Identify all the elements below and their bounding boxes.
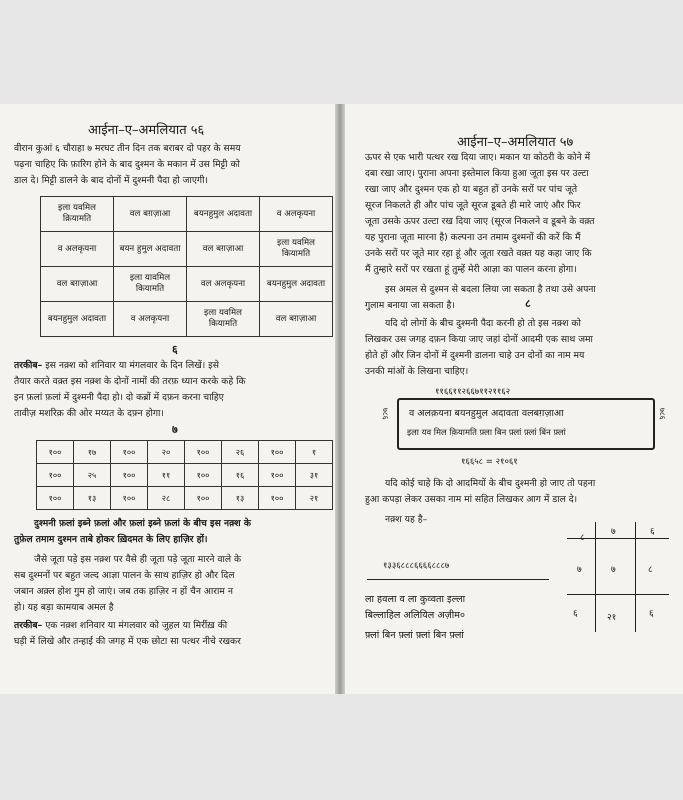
section-number: ६ [172,343,178,356]
table-cell: वल अलकृयना [187,267,260,302]
grid-number: ६ [650,527,655,537]
side-number: ७८६ [381,408,390,420]
naqsh-box [397,398,655,450]
table-cell: १०० [111,464,148,487]
naqsh-line: इला यव मिल क़ियामति फ़्ला बिन फ़्लां फ़्लां बिंन फ़्लां [407,427,566,437]
grid-line [567,594,669,595]
tarkib-label: तरकीब– [14,620,43,631]
table-cell: १०० [111,441,148,464]
para-line: सूरज निकलते ही और पांच जूते सूरज डूबते ही मारे जाएं और फिर [365,200,581,211]
table-cell: ३१ [296,464,333,487]
book-gutter [335,104,345,694]
table-cell: बयन हुमुल अदावता [114,232,187,267]
table-cell: १०० [185,464,222,487]
section-number: ८ [525,297,531,310]
tarkib-text: एक नक़्श शनिवार या मंगलवार को जुहल या मिरींख़ की [42,620,228,631]
table-cell: २६ [222,441,259,464]
table-cell: २८ [148,487,185,510]
grid-line [635,522,636,632]
para-line: यदि दो लोगों के बीच दुश्मनी पैदा करनी हो तो इस नक़्श को [385,318,581,329]
table-cell: १०० [37,487,74,510]
para-line: जबान अक़्ल होश गुम हो जाएं। जब तक हाज़िर न हों चैन आराम न [14,586,233,597]
table-cell: १०० [37,464,74,487]
grid-number: ८ [580,533,585,543]
table-cell: इला यवमिल कियामति [187,302,260,337]
table-cell: २१ [296,487,333,510]
number-equation: १६६५८ = २१०६१ [461,457,518,467]
page-title: आईना–ए–अमलियात ५७ [457,135,574,150]
table-cell: १३ [222,487,259,510]
intro-line: डाल दे। मिट्टी डालने के बाद दोनों में दुश्मनी पैदा हो जाएगी। [14,175,208,186]
number-sequence: ११६६११२६६७११२११६२ [435,387,511,397]
table-cell: १०० [111,487,148,510]
number-sequence: १३३६८८८६६६६८८८७ [383,561,450,571]
arabic-line: फ़्लां बिन फ़्लां फ़्लां बिन फ़्लां [365,630,464,641]
page-title: आईना–ए–अमलियात ५६ [88,123,205,138]
table-cell: १६ [222,464,259,487]
naqsh-table-4x4 [40,196,333,337]
tarkib-line: इन फ़लां फ़लां में दुश्मनी पैदा हो। दो कब्रों में दफ़न करना चाहिए [14,392,224,403]
table-cell: १७ [74,441,111,464]
grid-line [595,522,596,632]
para-line: गुलाम बनाया जा सकता है। [365,300,455,311]
table-cell: बयनहुमुल अदावता [260,267,333,302]
para-line: रखा जाए और दुश्मन एक हो या बहुत हों उनके सरों पर पांच जूते [365,184,578,195]
table-cell: वल बग़ज़ाआ [260,302,333,337]
para-line: जैसे जूता पड़े इस नक़्श पर वैसे ही जूता पड़े जूता मारने वाले के [34,554,242,565]
para-line: जूता उसके ऊपर उल्टा रख दिया जाए (सूरज निकलने व डूबने के वक़्त [365,216,595,227]
para-line: सब दुश्मनों पर बहुत जल्द आज्ञा पालन के साथ हाज़िर हो और दिल [14,570,235,581]
table-cell: १०० [259,441,296,464]
intro-line: पढ़ना चाहिए कि फ़ारिग होने के बाद दुश्मन के मकान में उस मिट्टी को [14,159,240,170]
right-page [345,104,683,694]
arabic-line: ला हवला व ला कुव्वता इल्ला [365,594,466,605]
table-cell: १०० [259,487,296,510]
grid-number: ६ [649,609,654,619]
table-cell: व अलकृयना [41,232,114,267]
table-cell: १३ [74,487,111,510]
grid-number: ६ [573,609,578,619]
para-line: उनके सरों पर जूते मार रहा हूं और जूता रखते वक़्त यह कहा जाए कि [365,248,592,259]
bold-line: दुश्मनी फ़लां इब्ने फ़लां और फ़लां इब्ने फ़लां के बीच इस नक़्श के [34,518,251,529]
tarkib-text: इस नक़्श को शनिवार या मंगलवार के दिन लिखें। इसे [42,360,219,371]
para-line: ऊपर से एक भारी पत्थर रख दिया जाए। मकान या कोठरी के कोने में [365,152,591,163]
table-cell: ११ [148,464,185,487]
para-line: होते हों और जिन दोनों में दुश्मनी डालना चाहे उन दोनों का नाम मय [365,350,585,361]
table-cell: १०० [37,441,74,464]
para-line: उनकी मांओं के लिखना चाहिए। [365,366,469,377]
para-line: दबा रखा जाए। पुराना अपना इस्तेमाल किया हुआ जूता इस पर उल्टा [365,168,589,179]
table-cell: १०० [259,464,296,487]
table-cell: इला यवमिल क़ियामति [41,197,114,232]
grid-number: ८ [648,565,653,575]
para-line: लिखकर उस जगह दफ़न किया जाए जहां दोनों आदमी एक साथ जमा [365,334,593,345]
table-cell: १०० [185,487,222,510]
table-cell: बयनहुमुल अदावता [41,302,114,337]
side-number: ७८६ [658,408,667,420]
table-cell: २५ [74,464,111,487]
bold-line: तुफ़ेल तमाम दुश्मन ताबे होकर ख़िदमत के लिए हाज़िर हों। [14,534,208,545]
table-cell: व अलकृयना [114,302,187,337]
tarkib-label: तरकीब– [14,360,43,371]
para-line: इस अमल से दुश्मन से बदला लिया जा सकता है तथा उसे अपना [385,284,596,295]
grid-number: २१ [607,613,617,623]
table-cell: वल बग़ज़ाआ [41,267,114,302]
left-page [0,104,335,694]
table-cell: वल बग़ज़ाआ [114,197,187,232]
intro-line: वीरान कुआं ६ चौराहा ७ मरघट तीन दिन तक बराबर दो पहर के समय [14,143,241,154]
table-cell: इला यवमिल कियामति [260,232,333,267]
para-line: मैं तुम्हारे सरों पर रखता हूं तुम्हें मेरी आज्ञा का पालन करना होगा। [365,264,577,275]
grid-number: ७ [577,565,582,575]
para-line: यदि कोई चाहे कि दो आदमियों के बीच दुश्मनी हो जाए तो पहना [385,478,596,489]
table-cell: वल बग़ज़ाआ [187,232,260,267]
para-line: हो। यह बड़ा कामयाब अमल है [14,602,114,613]
table-cell: २० [148,441,185,464]
table-cell: १ [296,441,333,464]
table-cell: १०० [185,441,222,464]
arabic-line: बिल्लाहिल अलियिल अज़ीम० [365,610,465,621]
grid-number: ७ [611,565,616,575]
naqsh-line: व अलक़यना बयनहुमुल अदावता वलबग़ज़ाआ [409,408,564,419]
section-number: ७ [172,423,178,436]
tarkib-line: तावीज़ मशरिक़ की ओर मय्यत के दफ़्न होगा। [14,408,164,419]
tarkib-line: तैयार करते वक़्त इस नक़्श के दोनों नामों की तरफ़ ध्यान करके कहे कि [14,376,246,387]
divider-line [367,579,549,580]
grid-number: ७ [611,527,616,537]
naqsh-caption: नक़्श यह है– [385,514,428,525]
tarkib-line [14,358,219,374]
tarkib-line: घड़ी में लिखे और तन्हाई की जगह में एक छोटा सा पत्थर नीचे रखकर [14,636,241,647]
para-line: हुआ कपड़ा लेकर उसका नाम मां सहित लिखकर आग में डाल दे। [365,494,578,505]
table-cell: बयनहुमुल अदावता [187,197,260,232]
para-line: यह पुराना जूता मारना है) कल्पना उन तमाम दुश्मनों की करें कि मैं [365,232,581,243]
tarkib-line [14,618,227,634]
table-cell: इला यावमिल कियामति [114,267,187,302]
number-table [36,440,333,510]
table-cell: व अलकृयना [260,197,333,232]
